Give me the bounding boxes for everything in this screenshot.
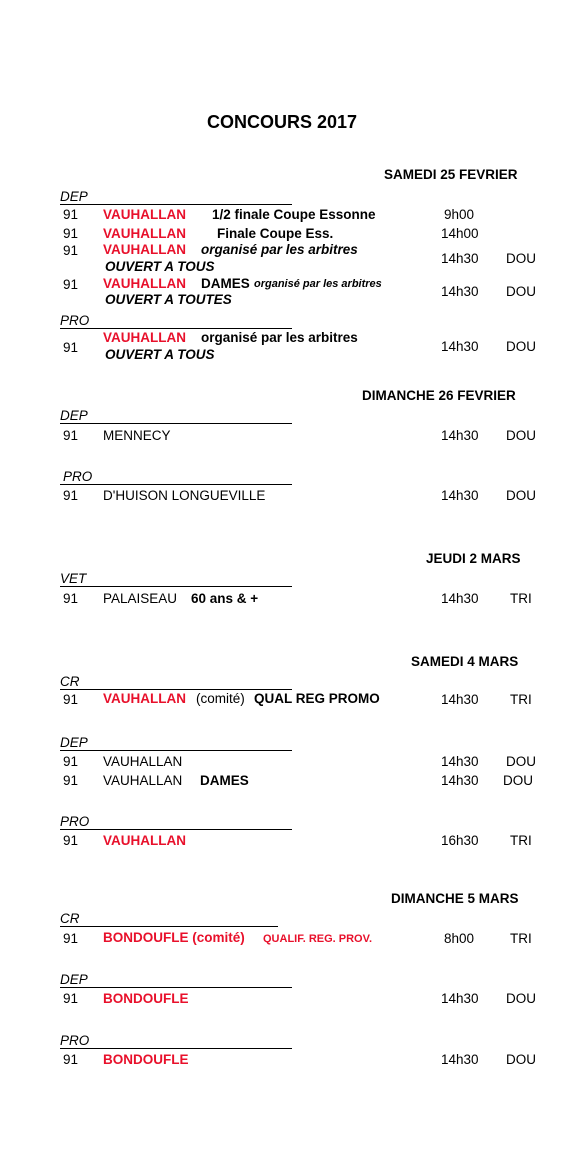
event-detail: organisé par les arbitres bbox=[201, 330, 358, 345]
event-detail: organisé par les arbitres bbox=[201, 242, 358, 257]
event-time: 14h30 bbox=[441, 773, 479, 788]
dept-code: 91 bbox=[63, 754, 79, 769]
category-divider bbox=[60, 829, 292, 830]
club-name: VAUHALLAN bbox=[103, 773, 183, 788]
club-name: MENNECY bbox=[103, 428, 171, 443]
dept-code: 91 bbox=[63, 833, 79, 848]
club-name: BONDOUFLE (comité) bbox=[103, 930, 245, 945]
category-label: PRO bbox=[60, 1033, 90, 1048]
category-divider bbox=[60, 689, 292, 690]
dept-code: 91 bbox=[63, 243, 79, 258]
event-detail: (comité) bbox=[196, 691, 245, 706]
category-divider bbox=[60, 328, 292, 329]
day-heading: DIMANCHE 26 FEVRIER bbox=[362, 388, 516, 403]
dept-code: 91 bbox=[63, 1052, 79, 1067]
event-type: DOU bbox=[506, 1052, 536, 1067]
club-name: VAUHALLAN bbox=[103, 754, 183, 769]
club-name: VAUHALLAN bbox=[103, 226, 186, 241]
category-divider bbox=[60, 1048, 292, 1049]
event-time: 14h30 bbox=[441, 1052, 479, 1067]
day-heading: JEUDI 2 MARS bbox=[426, 551, 521, 566]
event-detail: 60 ans & + bbox=[191, 591, 259, 606]
event-time: 14h30 bbox=[441, 991, 479, 1006]
club-name: VAUHALLAN bbox=[103, 833, 186, 848]
club-name: D'HUISON LONGUEVILLE bbox=[103, 488, 266, 503]
event-type: DOU bbox=[506, 339, 536, 354]
event-detail: organisé par les arbitres bbox=[254, 278, 382, 290]
category-label: CR bbox=[60, 911, 80, 926]
dept-code: 91 bbox=[63, 488, 79, 503]
event-type: TRI bbox=[510, 931, 532, 946]
dept-code: 91 bbox=[63, 428, 79, 443]
category-divider bbox=[60, 586, 292, 587]
club-name: BONDOUFLE bbox=[103, 1052, 189, 1067]
event-time: 14h30 bbox=[441, 488, 479, 503]
event-type: DOU bbox=[506, 284, 536, 299]
category-divider bbox=[60, 750, 292, 751]
day-heading: SAMEDI 25 FEVRIER bbox=[384, 167, 518, 182]
event-type: DOU bbox=[503, 773, 533, 788]
category-label: PRO bbox=[60, 814, 90, 829]
day-heading: DIMANCHE 5 MARS bbox=[391, 891, 519, 906]
club-name: BONDOUFLE bbox=[103, 991, 189, 1006]
event-type: DOU bbox=[506, 251, 536, 266]
event-time: 8h00 bbox=[444, 931, 475, 946]
category-label: VET bbox=[60, 571, 87, 586]
category-label: PRO bbox=[63, 469, 93, 484]
club-name: VAUHALLAN bbox=[103, 207, 186, 222]
dept-code: 91 bbox=[63, 340, 79, 355]
event-time: 9h00 bbox=[444, 207, 475, 222]
event-time: 16h30 bbox=[441, 833, 479, 848]
event-type: TRI bbox=[510, 692, 532, 707]
event-time: 14h30 bbox=[441, 754, 479, 769]
event-time: 14h30 bbox=[441, 591, 479, 606]
dept-code: 91 bbox=[63, 991, 79, 1006]
event-detail: 1/2 finale Coupe Essonne bbox=[212, 207, 376, 222]
category-divider bbox=[60, 484, 292, 485]
event-type: DOU bbox=[506, 488, 536, 503]
category-label: PRO bbox=[60, 313, 90, 328]
category-divider bbox=[60, 423, 292, 424]
event-note: OUVERT A TOUTES bbox=[105, 292, 232, 307]
event-time: 14h30 bbox=[441, 251, 479, 266]
event-type: DOU bbox=[506, 991, 536, 1006]
event-time: 14h30 bbox=[441, 339, 479, 354]
category-divider bbox=[60, 987, 292, 988]
dept-code: 91 bbox=[63, 773, 79, 788]
category-label: CR bbox=[60, 674, 80, 689]
club-name: VAUHALLAN bbox=[103, 330, 186, 345]
dept-code: 91 bbox=[63, 931, 79, 946]
category-divider bbox=[60, 204, 292, 205]
dept-code: 91 bbox=[63, 591, 79, 606]
dept-code: 91 bbox=[63, 207, 79, 222]
dept-code: 91 bbox=[63, 692, 79, 707]
category-label: DEP bbox=[60, 189, 88, 204]
dept-code: 91 bbox=[63, 277, 79, 292]
page-title: CONCOURS 2017 bbox=[207, 112, 358, 132]
event-time: 14h30 bbox=[441, 284, 479, 299]
day-heading: SAMEDI 4 MARS bbox=[411, 654, 519, 669]
category-label: DEP bbox=[60, 972, 88, 987]
event-time: 14h30 bbox=[441, 692, 479, 707]
category-label: DEP bbox=[60, 408, 88, 423]
club-name: PALAISEAU bbox=[103, 591, 178, 606]
event-detail: Finale Coupe Ess. bbox=[217, 226, 334, 241]
event-note: OUVERT A TOUS bbox=[105, 347, 215, 362]
club-name: VAUHALLAN bbox=[103, 242, 186, 257]
category-divider bbox=[60, 926, 278, 927]
event-detail: DAMES bbox=[200, 773, 249, 788]
club-name: VAUHALLAN bbox=[103, 691, 186, 706]
event-time: 14h30 bbox=[441, 428, 479, 443]
event-time: 14h00 bbox=[441, 226, 479, 241]
event-note: QUAL REG PROMO bbox=[254, 691, 380, 706]
dept-code: 91 bbox=[63, 226, 79, 241]
club-name: VAUHALLAN bbox=[103, 276, 186, 291]
event-type: DOU bbox=[506, 754, 536, 769]
event-detail: QUALIF. REG. PROV. bbox=[263, 933, 373, 945]
event-type: DOU bbox=[506, 428, 536, 443]
event-note: OUVERT A TOUS bbox=[105, 259, 215, 274]
event-type: TRI bbox=[510, 591, 532, 606]
event-type: TRI bbox=[510, 833, 532, 848]
category-label: DEP bbox=[60, 735, 88, 750]
club-suffix: DAMES bbox=[201, 276, 250, 291]
